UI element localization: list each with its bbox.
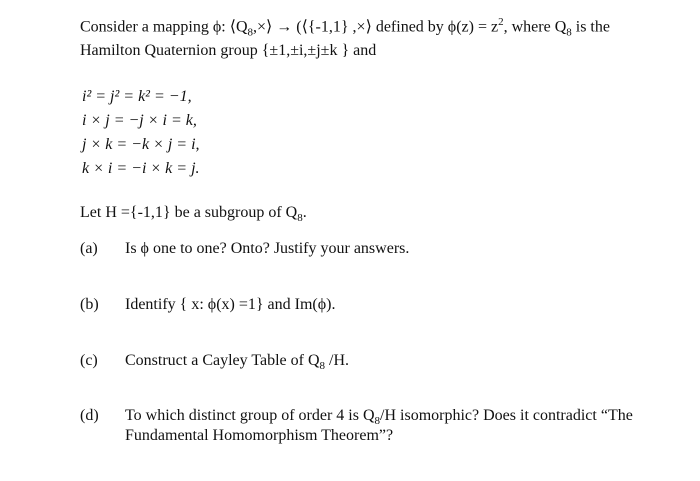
question-d-text-part: /H isomorphic? Does it contradict “The: [380, 407, 633, 424]
intro-line-2: Hamilton Quaternion group {±1,±i,±j±k } and: [80, 42, 377, 59]
intro-text: , where Q: [503, 18, 567, 36]
question-c-text-part: /H.: [325, 352, 350, 369]
intro-text: is the: [571, 18, 610, 36]
question-d-text-part: To which distinct group of order 4 is Q: [125, 407, 375, 424]
question-b-label: (b): [80, 296, 99, 313]
relation-2: i × j = −j × i = k,: [82, 112, 197, 129]
relation-1: i² = j² = k² = −1,: [82, 88, 192, 105]
question-a-text: Is ϕ one to one? Onto? Justify your answers.: [125, 240, 410, 257]
question-c-label: (c): [80, 352, 98, 369]
question-c-text: [125, 352, 349, 372]
intro-text: Consider a mapping ϕ: ⟨Q: [80, 18, 248, 36]
subgroup-text: Let H ={-1,1} be a subgroup of Q: [80, 204, 298, 221]
intro-superscript: 2: [498, 16, 504, 28]
question-d-text-line-2: Fundamental Homomorphism Theorem”?: [125, 427, 394, 444]
question-c-text-part: Construct a Cayley Table of Q: [125, 352, 320, 369]
question-d-subscript: 8: [374, 415, 381, 428]
intro-subscript: 8: [247, 26, 254, 39]
subgroup-subscript: 8: [297, 212, 303, 225]
subgroup-text: .: [302, 204, 307, 221]
question-c-subscript: 8: [319, 360, 326, 373]
intro-text: ,×⟩ → (⟨{-1,1} ,×⟩ defined by ϕ(z) = z: [253, 18, 499, 36]
intro-line-1: [80, 16, 610, 39]
question-d-label: (d): [80, 407, 99, 424]
relation-3: j × k = −k × j = i,: [82, 136, 200, 153]
intro-subscript: 8: [566, 26, 572, 39]
question-d-text-line-1: [125, 407, 633, 427]
relation-4: k × i = −i × k = j.: [82, 160, 200, 177]
question-b-text: Identify { x: ϕ(x) =1} and Im(ϕ).: [125, 296, 336, 313]
subgroup-statement: [80, 204, 307, 224]
question-a-label: (a): [80, 240, 98, 257]
